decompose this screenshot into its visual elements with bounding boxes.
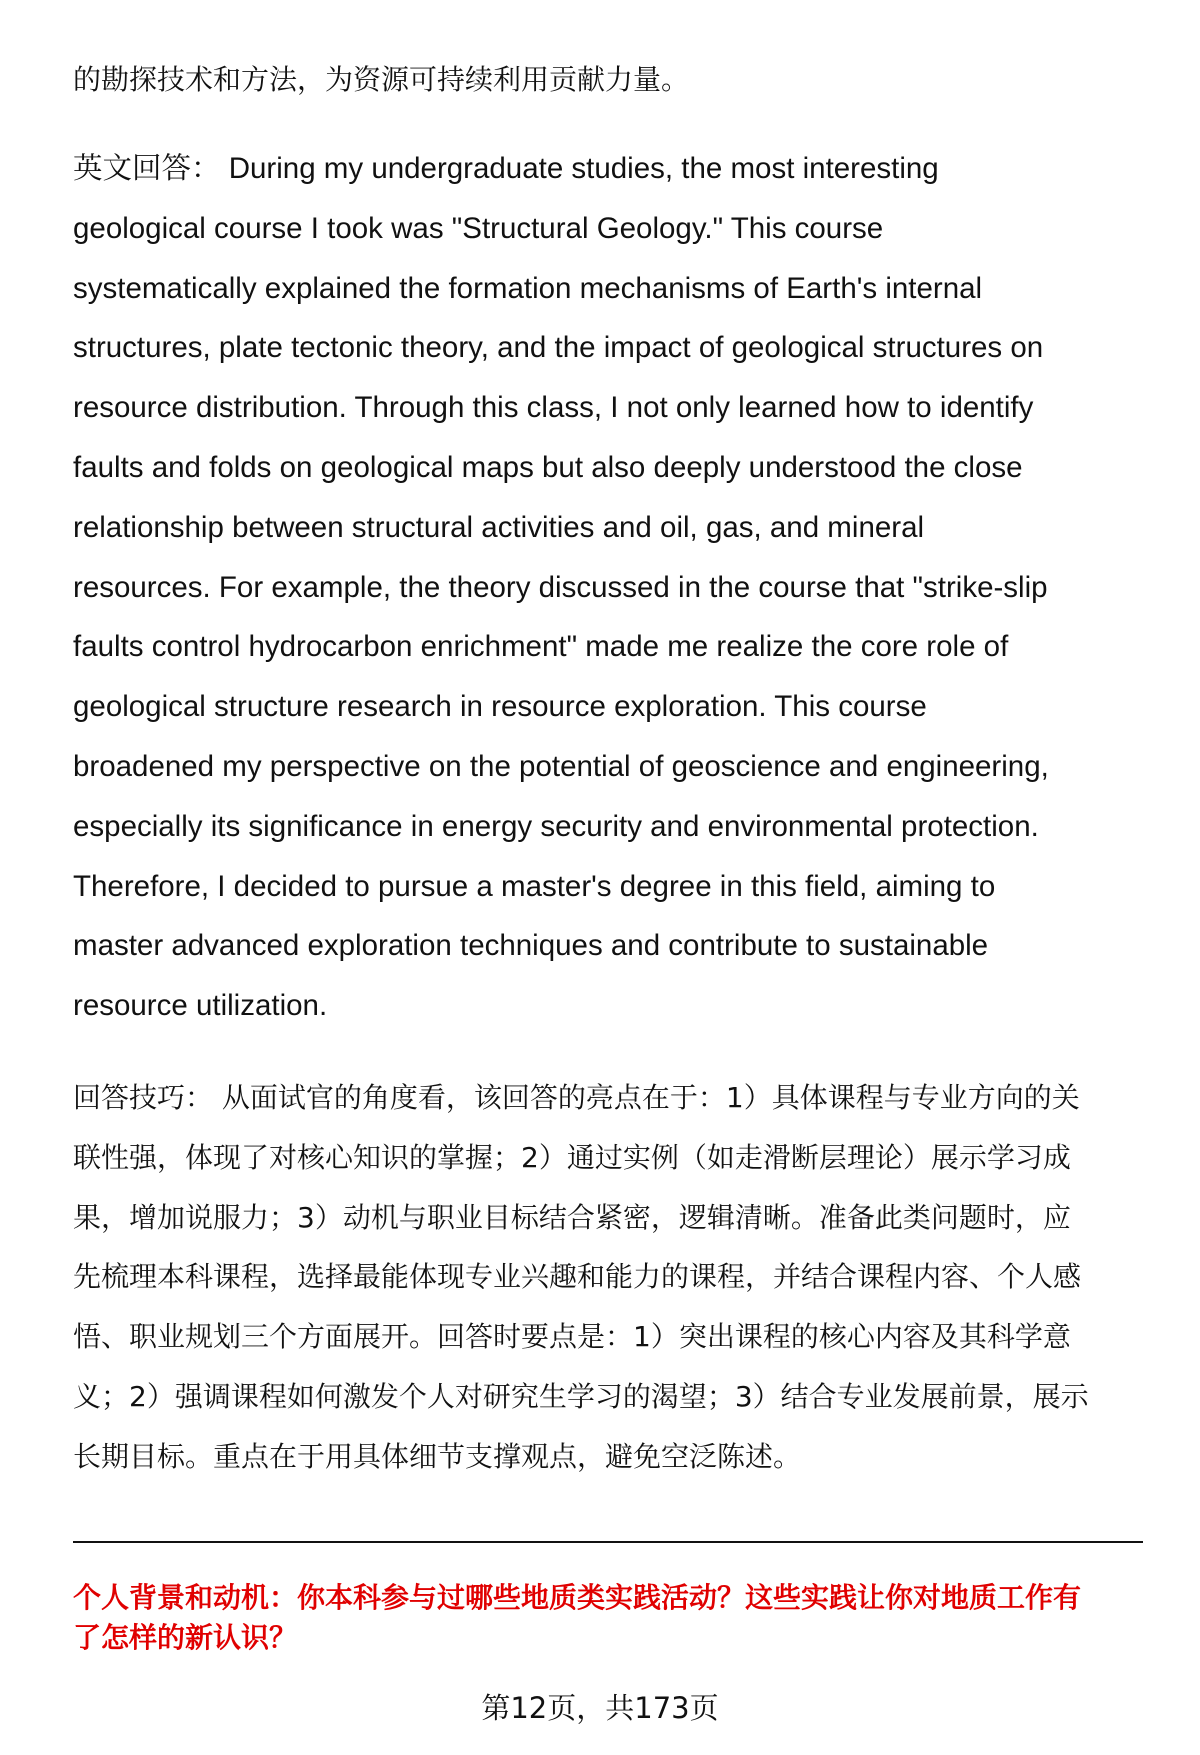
text-line: resources. For example, the theory discussed in the course that "strike-slip bbox=[73, 570, 1048, 604]
text-line: 回答技巧： 从面试官的角度看，该回答的亮点在于：1）具体课程与专业方向的关 bbox=[73, 1081, 1080, 1114]
text-line: 长期目标。重点在于用具体细节支撑观点，避免空泛陈述。 bbox=[73, 1439, 802, 1473]
next-question-heading bbox=[73, 1578, 1081, 1658]
text-line: faults and folds on geological maps but also deeply understood the close bbox=[73, 450, 1023, 484]
text-line: Therefore, I decided to pursue a master's degree in this field, aiming to bbox=[73, 869, 996, 903]
page-number: 第12页，共173页 bbox=[481, 1691, 719, 1725]
text-line: 联性强，体现了对核心知识的掌握；2）通过实例（如走滑断层理论）展示学习成 bbox=[73, 1140, 1071, 1174]
text-line: 先梳理本科课程，选择最能体现专业兴趣和能力的课程，并结合课程内容、个人感 bbox=[73, 1260, 1082, 1294]
text-line: 义；2）强调课程如何激发个人对研究生学习的渴望；3）结合专业发展前景，展示 bbox=[73, 1379, 1089, 1413]
text-line: 果，增加说服力；3）动机与职业目标结合紧密，逻辑清晰。准备此类问题时，应 bbox=[73, 1200, 1071, 1234]
text-line: broadened my perspective on the potential of geoscience and engineering, bbox=[73, 749, 1049, 783]
text-line: 英文回答： During my undergraduate studies, the most interesting bbox=[73, 152, 939, 185]
text-line: 的勘探技术和方法，为资源可持续利用贡献力量。 bbox=[73, 63, 690, 96]
english-answer-paragraph bbox=[73, 139, 1153, 1036]
text-line: especially its significance in energy security and environmental protection. bbox=[73, 809, 1039, 843]
answer-tips-paragraph bbox=[73, 1068, 1153, 1487]
paragraph-continued bbox=[73, 50, 1153, 110]
heading-line: 个人背景和动机：你本科参与过哪些地质类实践活动？这些实践让你对地质工作有 bbox=[73, 1581, 1082, 1614]
heading-line: 了怎样的新认识？ bbox=[73, 1621, 298, 1654]
text-line: master advanced exploration techniques and contribute to sustainable bbox=[73, 929, 989, 963]
text-line: geological structure research in resource exploration. This course bbox=[73, 690, 927, 724]
text-line: structures, plate tectonic theory, and the impact of geological structures on bbox=[73, 331, 1044, 365]
text-line: resource utilization. bbox=[73, 989, 328, 1023]
text-line: systematically explained the formation mechanisms of Earth's internal bbox=[73, 271, 983, 305]
text-line: faults control hydrocarbon enrichment" made me realize the core role of bbox=[73, 630, 1009, 664]
text-line: relationship between structural activities and oil, gas, and mineral bbox=[73, 510, 925, 544]
text-line: resource distribution. Through this class, I not only learned how to identify bbox=[73, 391, 1034, 425]
text-line: geological course I took was "Structural Geology." This course bbox=[73, 211, 884, 245]
text-line: 悟、职业规划三个方面展开。回答时要点是：1）突出课程的核心内容及其科学意 bbox=[73, 1320, 1071, 1354]
section-divider bbox=[73, 1541, 1143, 1543]
